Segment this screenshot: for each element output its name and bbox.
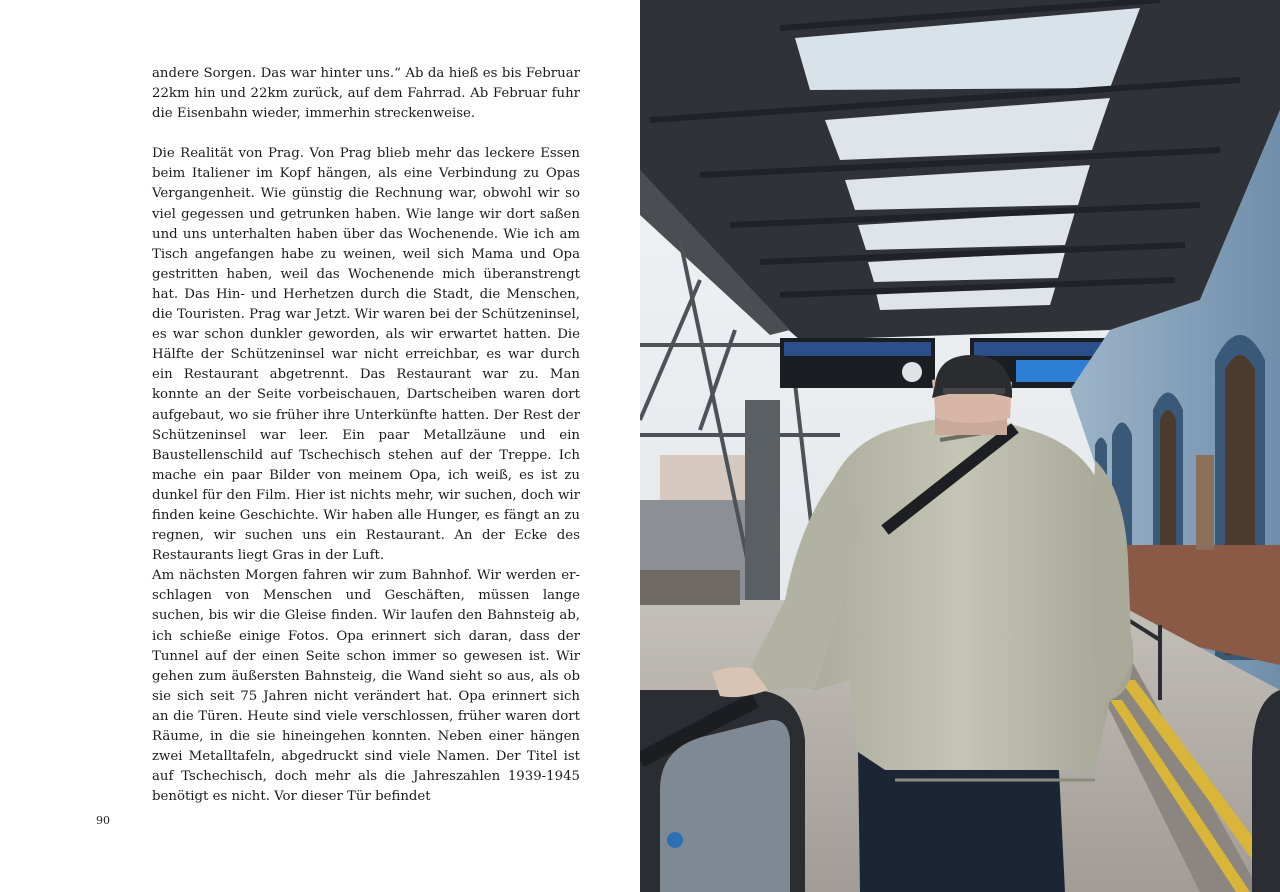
page-number: 90	[96, 814, 110, 827]
paragraph-1: andere Sorgen. Das war hinter uns.“ Ab da hieß es bis Februar 22km hin und 22km zurück, auf dem Fahrrad. Ab Februar fuhr die Eisenbahn wieder, immerhin streckenweise.	[152, 66, 580, 122]
paragraph-3: Am nächsten Morgen fahren wir zum Bahnhof. Wir werden erschlagen von Menschen und Geschäften, müssen lange suchen, bis wir die Gleise finden. Wir laufen den Bahnsteig ab, ich schieße einige Fotos. Opa erinnert sich daran, dass der Tunnel auf der einen Seite schon immer so gewesen ist. Wir gehen zum äußersten Bahnsteig, die Wand sieht so aus, als ob sie sich seit 75 Jahren nicht verändert hat. Opa erinnert sich an die Türen. Heute sind viele verschlossen, früher waren dort Räume, in die sie hineingehen konnten. Neben einer hängen zwei Metalltafeln, abgedruckt sind viele Namen. Der Titel ist auf Tschechisch, doch mehr als die Jahreszahlen 1939-1945 benötigt es nicht. Vor dieser Tür befindet	[152, 568, 580, 805]
paragraph-2: Die Realität von Prag. Von Prag blieb mehr das leckere Essen beim Italiener im Kopf hängen, als eine Verbindung zu Opas Vergangenheit. Wie günstig die Rechnung war, obwohl wir so viel gegessen und getrunken haben. Wie lange wir dort saßen und uns unterhalten haben über das Wochenende. Wie ich am Tisch angefangen habe zu weinen, weil sich Mama und Opa gestritten haben, weil das Wochenende mich überanstrengt hat. Das Hin- und Herhetzen durch die Stadt, die Menschen, die Touristen. Prag war Jetzt. Wir waren bei der Schützeninsel, es war schon dunkler geworden, als wir erwartet hatten. Die Hälfte der Schützeninsel war nicht erreichbar, es war durch ein Restaurant abgetrennt. Das Restaurant war zu. Man konnte an der Seite vorbeischauen, Dartscheiben waren dort aufgebaut, wo sie früher ihre Unterkünfte hatten. Der Rest der Schützeninsel war leer. Ein paar Metallzäune und ein Baustellenschild auf Tschechisch stehen auf der Treppe. Ich mache ein paar Bilder von meinem Opa, ich weiß, es ist zu dunkel für den Film. Hier ist nichts mehr, wir suchen, doch wir finden keine Geschichte. Wir haben alle Hunger, es fängt an zu regnen, wir suchen uns ein Restaurant. An der Ecke des Restaurants liegt Gras in der Luft.	[152, 146, 580, 564]
body-text	[152, 64, 580, 807]
station-photo	[640, 0, 1280, 892]
